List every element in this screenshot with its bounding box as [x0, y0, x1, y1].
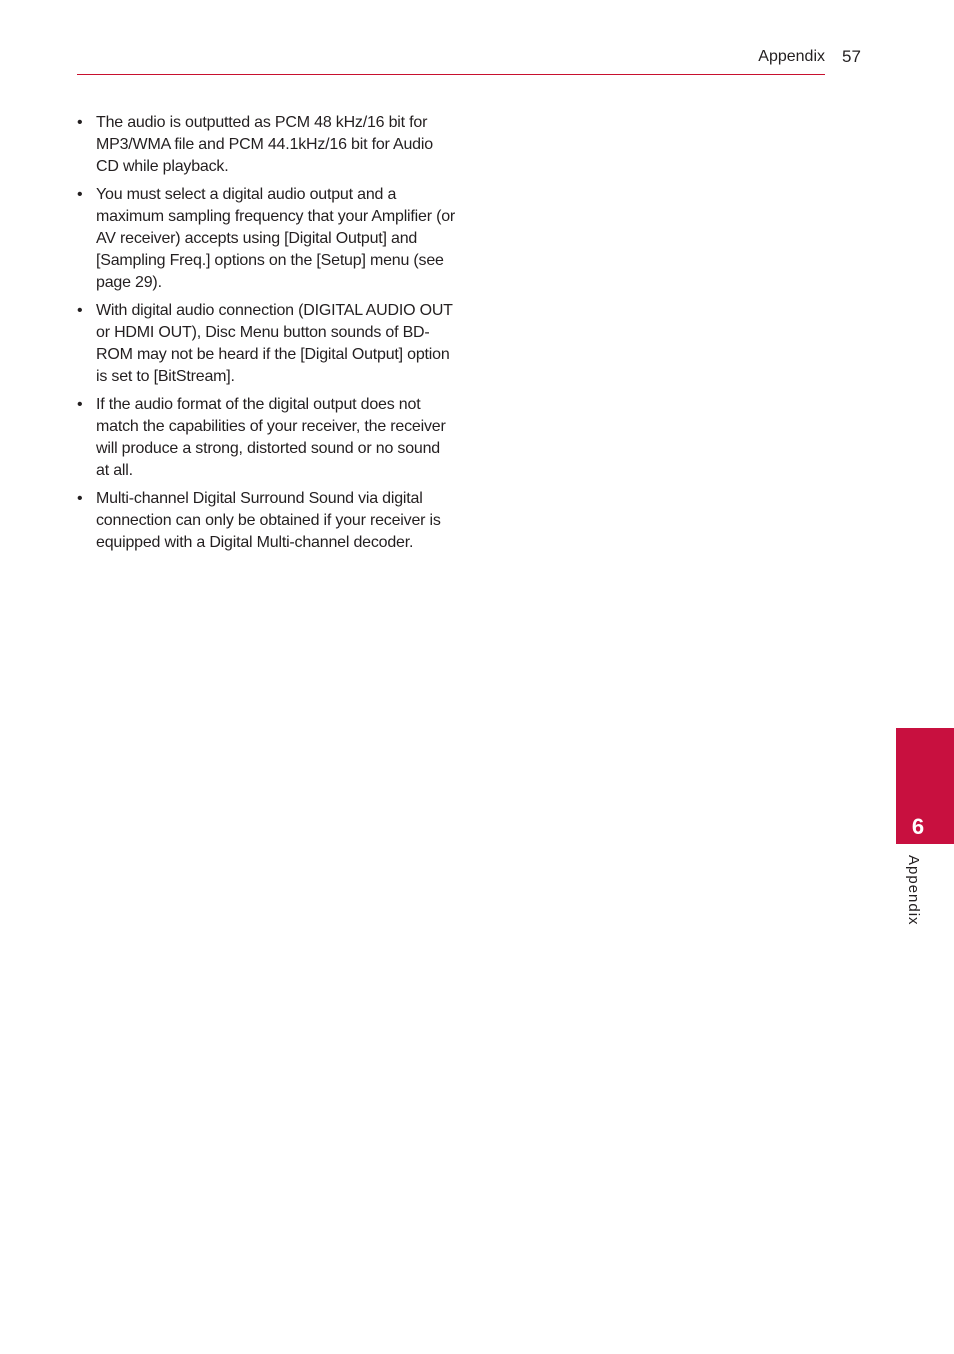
header-divider — [77, 74, 825, 75]
bullet-icon: • — [77, 302, 83, 319]
bullet-list — [77, 112, 457, 560]
page-number: 57 — [842, 47, 861, 66]
chapter-tab — [896, 728, 954, 844]
bullet-icon: • — [77, 186, 83, 203]
bullet-item — [77, 112, 457, 178]
bullet-icon: • — [77, 114, 83, 131]
bullet-text: With digital audio connection (DIGITAL AUDIO OUT or HDMI OUT), Disc Menu button sounds of BD-ROM may not be heard if the [Digital Output] option is set to [BitStream]. — [96, 302, 453, 385]
bullet-text: Multi-channel Digital Surround Sound via digital connection can only be obtained if your receiver is equipped with a Digital Multi-channel decoder. — [96, 490, 441, 551]
header-title: Appendix — [758, 48, 825, 65]
bullet-icon: • — [77, 490, 83, 507]
bullet-item — [77, 300, 457, 388]
bullet-item — [77, 488, 457, 554]
bullet-text: The audio is outputted as PCM 48 kHz/16 bit for MP3/WMA file and PCM 44.1kHz/16 bit for Audio CD while playback. — [96, 114, 433, 175]
bullet-item — [77, 184, 457, 294]
bullet-text: You must select a digital audio output and a maximum sampling frequency that your Amplifier (or AV receiver) accepts using [Digital Output] and [Sampling Freq.] options on the [Setup] menu (see page 29). — [96, 186, 456, 291]
bullet-text: If the audio format of the digital output does not match the capabilities of your receiver, the receiver will produce a strong, distorted sound or no sound at all. — [96, 396, 446, 479]
chapter-number: 6 — [911, 814, 925, 839]
chapter-label: Appendix — [905, 855, 922, 926]
bullet-item — [77, 394, 457, 482]
bullet-icon: • — [77, 396, 83, 413]
